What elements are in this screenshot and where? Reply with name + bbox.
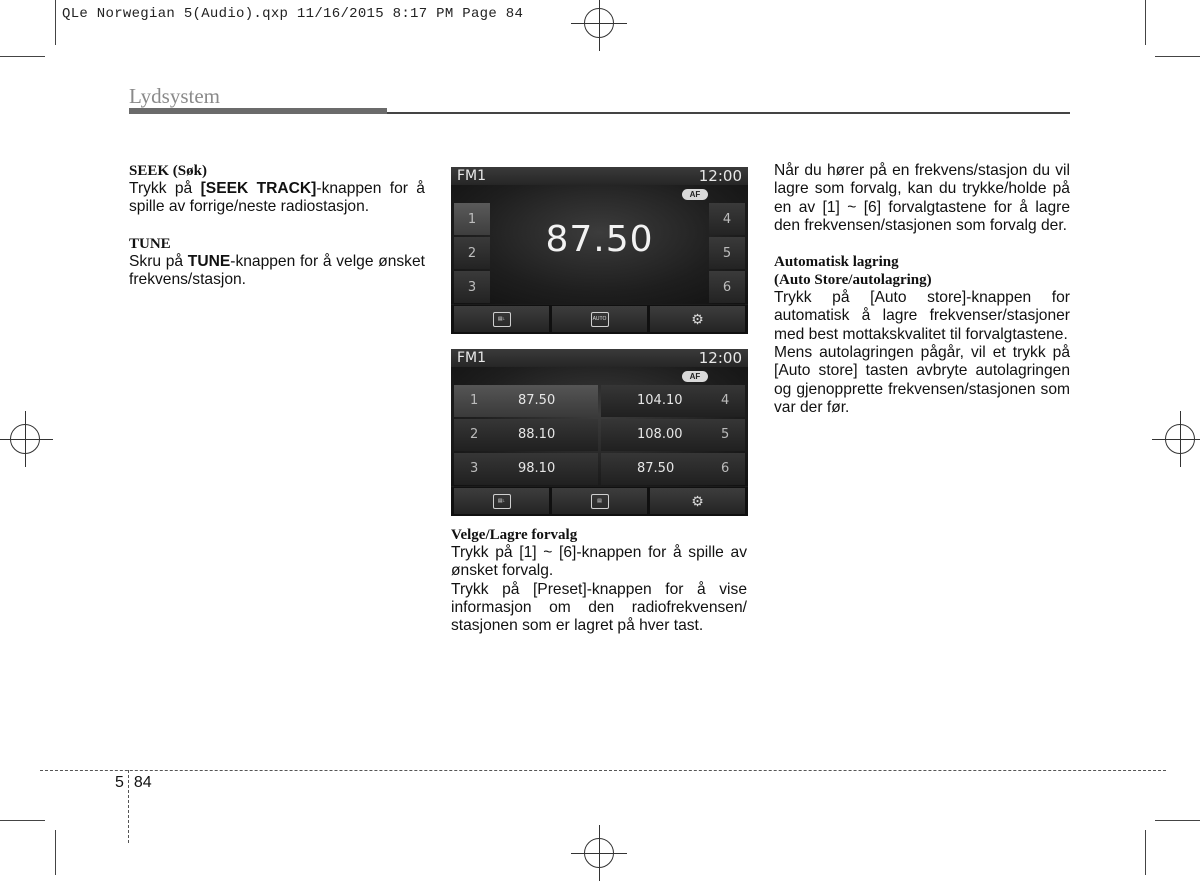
auto-store-button[interactable] <box>552 306 647 332</box>
soft-key-bar <box>451 305 748 334</box>
gear-icon: ⚙ <box>691 310 704 327</box>
preset-button-1[interactable]: 1 <box>454 203 490 235</box>
preset-button-4[interactable]: 4 <box>709 203 745 235</box>
seek-text-bold: [SEEK TRACK] <box>200 180 317 197</box>
radio-icon: ▤ <box>591 494 609 509</box>
tune-heading: TUNE <box>129 235 171 252</box>
crop-mark <box>55 830 56 875</box>
preset-frequency: 98.10 <box>518 461 556 476</box>
crop-mark <box>1155 820 1200 821</box>
seek-text <box>129 180 425 217</box>
preset-row-2[interactable] <box>454 419 598 451</box>
chapter-number: 5 <box>115 774 124 791</box>
preset-number: 3 <box>470 461 479 476</box>
preset-number: 6 <box>721 461 730 476</box>
print-slug: QLe Norwegian 5(Audio).qxp 11/16/2015 8:17 PM Page 84 <box>62 6 524 22</box>
registration-mark-bottom <box>584 838 614 868</box>
settings-button[interactable] <box>650 306 745 332</box>
preset-row-3[interactable] <box>454 453 598 485</box>
radio-view-button[interactable] <box>552 488 647 514</box>
preset-button-3[interactable]: 3 <box>454 271 490 303</box>
preset-frequency: 108.00 <box>637 427 683 442</box>
left-column <box>129 162 425 289</box>
preset-button-6[interactable]: 6 <box>709 271 745 303</box>
crop-mark <box>1155 56 1200 57</box>
auto-store-icon: AUTO <box>591 312 609 327</box>
preset-frequency: 104.10 <box>637 393 683 408</box>
crop-mark <box>1145 830 1146 875</box>
soft-key-bar <box>451 487 748 516</box>
tune-text-pre: Skru på <box>129 252 188 270</box>
preset-row-4[interactable] <box>601 385 745 417</box>
preset-row-1[interactable] <box>454 385 598 417</box>
preset-number: 4 <box>721 393 730 408</box>
auto-store-text-2: Mens autolagringen pågår, vil et trykk på [Auto store] tasten avbryte autolagringen og gjenopprette frekvensen/stasjonen som var der før. <box>774 344 1070 416</box>
preset-frequency: 87.50 <box>637 461 675 476</box>
title-rule-thick <box>129 108 387 114</box>
preset-list-button[interactable] <box>454 488 549 514</box>
tune-text-post: -knappen for å velge ønsket frekvens/stasjon. <box>129 252 425 288</box>
store-preset-text: Når du hører på en frekvens/stasjon du vil lagre som forvalg, kan du trykke/holde på en av [1] ~ [6] forvalgtastene for å lagre den frekvensen/stasjonen som forvalg der. <box>774 162 1070 234</box>
preset-number: 5 <box>721 427 730 442</box>
crop-mark <box>1145 0 1146 45</box>
radio-list-icon: ▤↓ <box>493 494 511 509</box>
title-rule-thin <box>387 112 1070 114</box>
preset-number: 1 <box>470 393 479 408</box>
current-frequency: 87.50 <box>545 219 654 260</box>
middle-column <box>451 526 747 635</box>
band-label: FM1 <box>457 168 487 184</box>
auto-store-heading-1: Automatisk lagring <box>774 254 899 271</box>
preset-frequency: 87.50 <box>518 393 556 408</box>
preset-heading: Velge/Lagre forvalg <box>451 527 578 543</box>
preset-text-2: Trykk på [Preset]-knappen for å vise informasjon om den radiofrekvensen/ stasjonen som er lagret på hver tast. <box>451 580 747 635</box>
band-label: FM1 <box>457 350 487 366</box>
auto-store-heading-2: (Auto Store/autolagring) <box>774 272 932 289</box>
registration-mark-top <box>584 8 614 38</box>
radio-screen-preset-list <box>451 349 748 516</box>
preset-number: 2 <box>470 427 479 442</box>
preset-text-1: Trykk på [1] ~ [6]-knappen for å spille av ønsket forvalg. <box>451 544 747 580</box>
page-number <box>115 774 152 792</box>
af-badge: AF <box>682 371 708 382</box>
page-number-value: 84 <box>133 774 152 791</box>
seek-text-post: -knappen for å spille av forrige/neste radiostasjon. <box>129 180 425 216</box>
crop-mark <box>0 820 45 821</box>
tune-text-bold: TUNE <box>187 252 231 270</box>
gear-icon: ⚙ <box>691 492 704 509</box>
preset-row-5[interactable] <box>601 419 745 451</box>
footer-dashed-rule <box>40 770 1166 771</box>
crop-mark <box>0 56 45 57</box>
settings-button[interactable] <box>650 488 745 514</box>
right-column <box>774 162 1070 417</box>
auto-store-text-1: Trykk på [Auto store]-knappen for automatisk å lagre frekvenser/stasjoner med best mottakskvalitet til forvalgtastene. <box>774 289 1070 343</box>
clock: 12:00 <box>698 167 742 185</box>
radio-screen-main <box>451 167 748 334</box>
seek-heading: SEEK (Søk) <box>129 163 207 179</box>
radio-list-icon: ▤↓ <box>493 312 511 327</box>
preset-frequency: 88.10 <box>518 427 556 442</box>
preset-row-6[interactable] <box>601 453 745 485</box>
registration-mark-left <box>10 424 40 454</box>
clock: 12:00 <box>698 349 742 367</box>
seek-text-pre: Trykk på <box>129 180 201 197</box>
crop-mark <box>55 0 56 45</box>
preset-list-button[interactable] <box>454 306 549 332</box>
preset-button-5[interactable]: 5 <box>709 237 745 269</box>
section-title: Lydsystem <box>129 84 221 108</box>
tune-text <box>129 253 425 290</box>
registration-mark-right <box>1165 424 1195 454</box>
preset-button-2[interactable]: 2 <box>454 237 490 269</box>
af-badge: AF <box>682 189 708 200</box>
